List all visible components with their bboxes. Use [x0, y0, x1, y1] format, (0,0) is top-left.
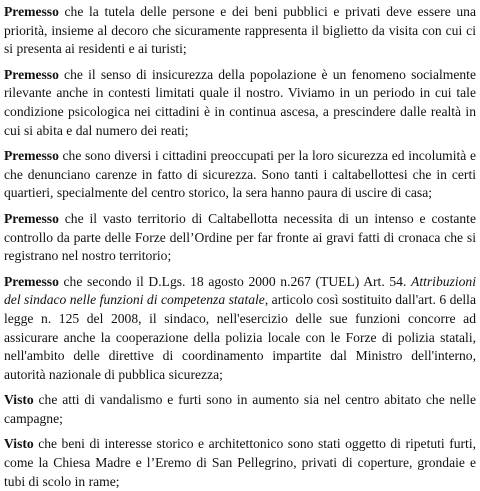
paragraph-keyword: Visto	[4, 436, 34, 452]
paragraph-premesso-4	[4, 210, 476, 266]
paragraph-text: che sono diversi i cittadini preoccupati per la loro sicurezza ed incolumità e che denunciano carenze in fatto di sicurezza. Sono tanti i caltabellottesi che in certi quartieri, specialmente del centro storico, la sera hanno paura di uscire di casa;	[4, 148, 476, 201]
paragraph-keyword: Premesso	[4, 273, 59, 289]
paragraph-text: che il vasto territorio di Caltabellotta necessita di un intenso e costante controllo da parte delle Forze dell’Ordine per far fronte ai gravi fatti di cronaca che si registrano nel nostro territorio;	[4, 210, 476, 264]
paragraph-keyword: Premesso	[4, 4, 59, 19]
paragraph-visto-2	[4, 435, 476, 491]
paragraph-premesso-5	[4, 273, 476, 385]
paragraph-keyword: Visto	[4, 392, 34, 408]
paragraph-keyword: Premesso	[4, 66, 59, 82]
paragraph-text-after: , articolo così sostituito dall'art. 6 della legge n. 125 del 2008, il sindaco, nell'esercizio delle sue funzioni concorre ad assicurare anche la cooperazione della polizia locale con le Forze di polizia statali, nell'ambito delle direttive di coordinamento impartite dal Ministro dell'interno, autorità nazionale di pubblica sicurezza;	[4, 292, 476, 382]
paragraph-premesso-3	[4, 147, 476, 203]
paragraph-visto-1	[4, 391, 476, 428]
paragraph-text-before: che secondo il D.Lgs. 18 agosto 2000 n.267 (TUEL) Art. 54.	[58, 273, 412, 289]
paragraph-premesso-1	[4, 3, 476, 59]
paragraph-text: che il senso di insicurezza della popolazione è un fenomeno socialmente rilevante anche in contesti limitati quale il nostro. Viviamo in un periodo in cui tale condizione psicologica nei cittadini è in continua ascesa, a prescindere dalle realtà in cui si abita e dal numero dei reati;	[4, 66, 476, 138]
paragraph-keyword: Premesso	[4, 148, 59, 164]
paragraph-text: che atti di vandalismo e furti sono in aumento sia nel centro abitato che nelle campagne;	[4, 392, 476, 426]
paragraph-keyword: Premesso	[4, 210, 59, 226]
paragraph-text: che la tutela delle persone e dei beni pubblici e privati deve essere una priorità, insieme al decoro che sicuramente rappresenta il biglietto da visita con cui ci si presenta ai residenti e ai turisti;	[4, 4, 476, 57]
paragraph-italic-citation: Attribuzioni del sindaco nelle funzioni di competenza statale	[4, 273, 476, 308]
paragraph-premesso-2	[4, 66, 476, 140]
paragraph-text: che beni di interesse storico e architettonico sono stati oggetto di ripetuti furti, come la Chiesa Madre e l’Eremo di San Pellegrino, privati di coperture, grondaie e tubi di scolo in rame;	[4, 436, 476, 489]
